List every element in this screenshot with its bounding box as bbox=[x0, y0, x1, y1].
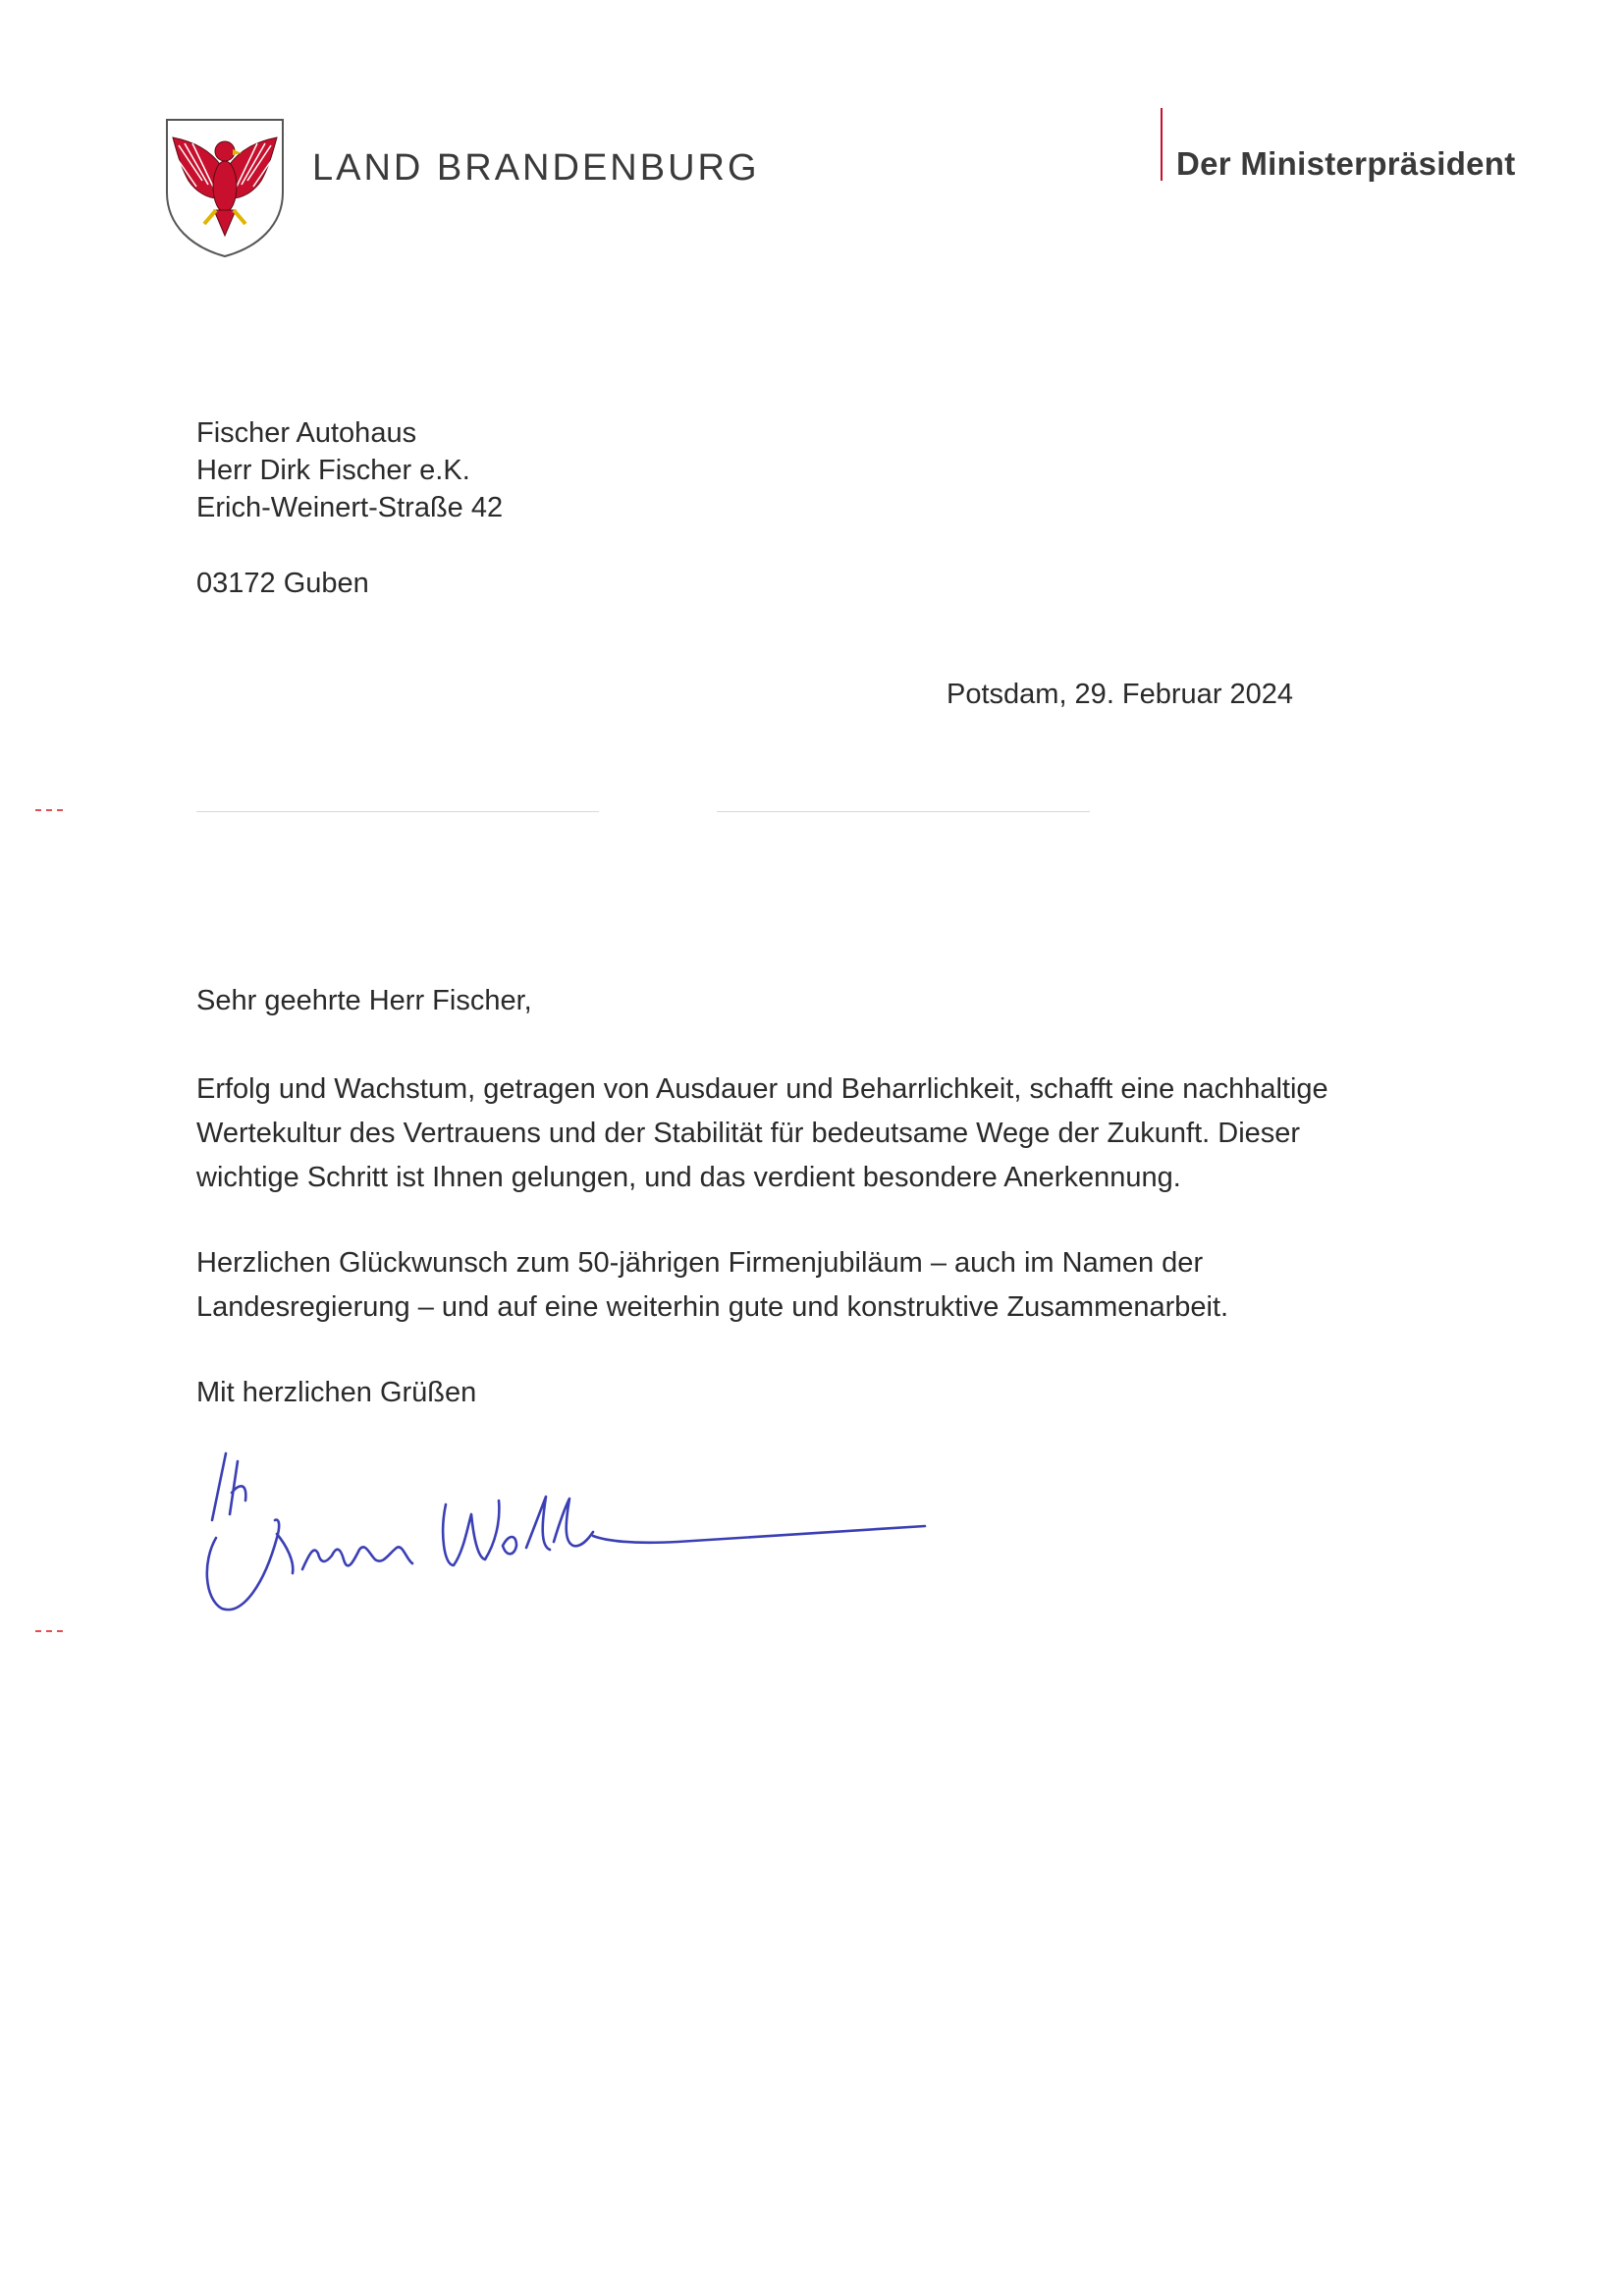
paragraph-line: Herzlichen Glückwunsch zum 50-jährigen Firmenjubiläum – auch im Namen der bbox=[196, 1247, 1204, 1279]
paragraph-line: Landesregierung – und auf eine weiterhin gute und konstruktive Zusammenarbeit. bbox=[196, 1291, 1229, 1323]
scan-line bbox=[196, 811, 599, 812]
state-name: LAND BRANDENBURG bbox=[312, 147, 760, 189]
body-paragraph bbox=[196, 1067, 1355, 1200]
fold-mark bbox=[35, 809, 63, 811]
body-paragraph bbox=[196, 1241, 1355, 1330]
salutation: Sehr geehrte Herr Fischer, bbox=[196, 985, 532, 1016]
address-line: Fischer Autohaus bbox=[196, 417, 417, 449]
address-line: Erich-Weinert-Straße 42 bbox=[196, 492, 504, 523]
paragraph-line: Erfolg und Wachstum, getragen von Ausdauer und Beharrlichkeit, schafft eine nachhaltige bbox=[196, 1073, 1328, 1105]
brandenburg-eagle-crest-icon bbox=[163, 116, 287, 259]
recipient-city: 03172 Guben bbox=[196, 568, 369, 599]
paragraph-line: wichtige Schritt ist Ihnen gelungen, und das verdient besondere Anerkennung. bbox=[196, 1162, 1181, 1193]
address-line: Herr Dirk Fischer e.K. bbox=[196, 455, 470, 486]
fold-mark bbox=[35, 1630, 63, 1632]
letter-date: Potsdam, 29. Februar 2024 bbox=[947, 679, 1294, 710]
handwritten-signature-icon bbox=[196, 1444, 943, 1640]
office-title: Der Ministerpräsident bbox=[1176, 145, 1516, 182]
header-divider bbox=[1161, 108, 1163, 181]
paragraph-line: Wertekultur des Vertrauens und der Stabilität für bedeutsame Wege der Zukunft. Dieser bbox=[196, 1118, 1301, 1149]
scan-line bbox=[717, 811, 1090, 812]
recipient-address bbox=[196, 414, 503, 526]
closing: Mit herzlichen Grüßen bbox=[196, 1377, 477, 1408]
